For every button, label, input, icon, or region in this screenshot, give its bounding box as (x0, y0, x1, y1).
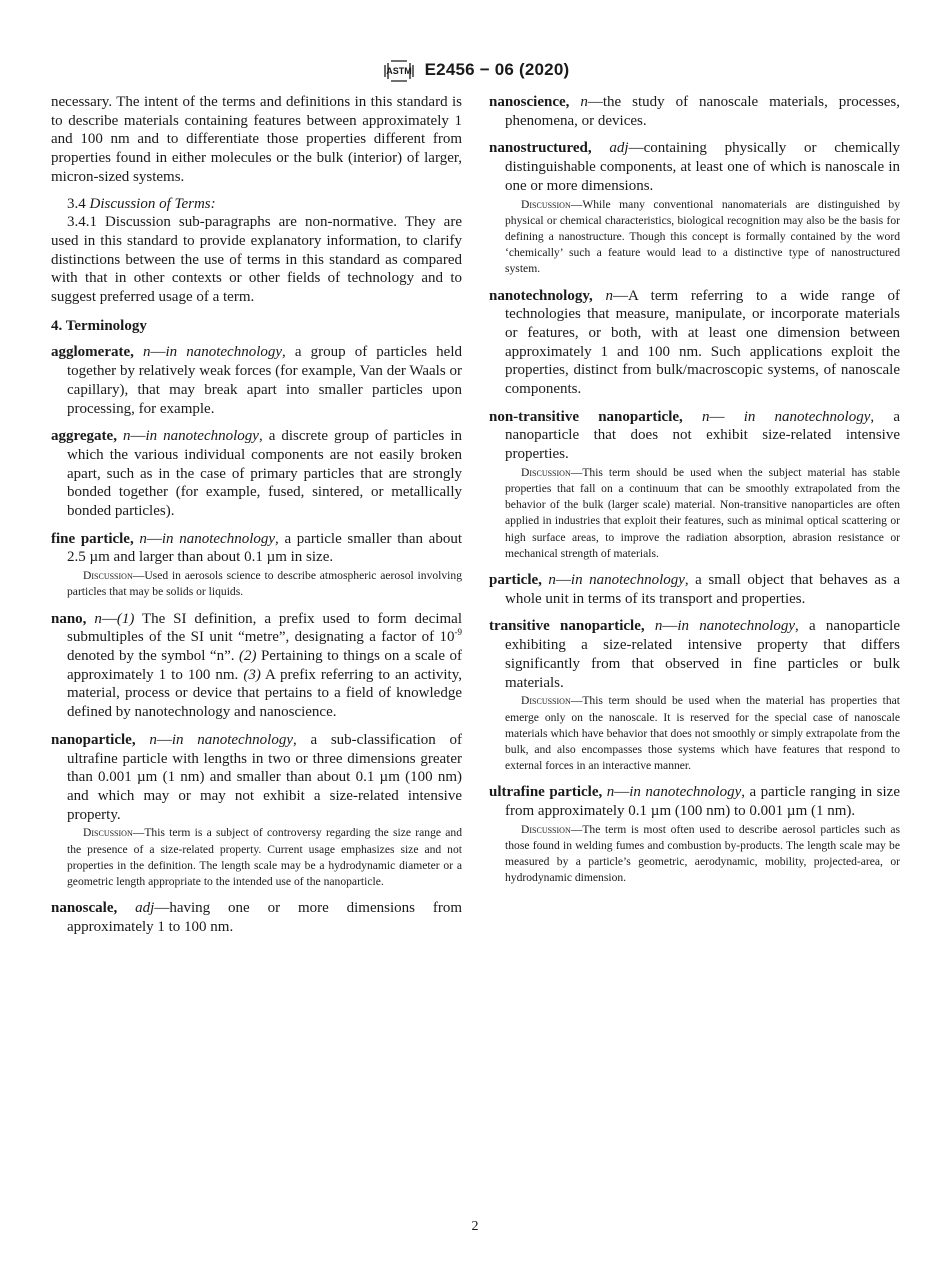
sense-3-text: A prefix referring to an activity, material, process or device that pertains to a field of knowledge defined by nanotechnology and nanoscience. (67, 666, 462, 721)
sense-1-text-cont: denoted by the symbol “n”. (67, 647, 239, 664)
discussion-text: —The term is most often used to describe aerosol particles such as those found in welding fumes and combustion by-products. The length scale may be measured by a particle’s geometric, aerodynamic, mobility, projected-area, or hydrodynamic dimension. (505, 822, 900, 885)
term: nanostructured, (489, 140, 592, 157)
context: in nanotechnology (677, 618, 796, 635)
dash: — (101, 610, 117, 627)
dash: — (150, 344, 166, 361)
dash: — (146, 530, 162, 547)
intro-paragraph: necessary. The intent of the terms and definitions in this standard is to describe materials containing features between approximately 1 and 100 nm and to differentiate those properties different from properties found in either molecules or the bulk (interior) of larger, micron-sized systems. (51, 94, 462, 185)
discussion-label: Discussion (521, 197, 571, 211)
section-3-4-1: 3.4.1 Discussion sub-paragraphs are non-normative. They are used in this standard to provide explanatory information, to clarify distinctions between the use of terms in this standard as compared with that in other contexts or other fields of technology and to suggest preferred usage of a term. (51, 214, 462, 306)
part-of-speech: n (94, 610, 102, 627)
definition: , a sub-classification of ultrafine particle with lengths in two or three dimensions greater than 0.001 µm (1 nm) and smaller than about 0.1 µm (100 nm) and which may or may not exhibit a size-related intensive property. (67, 731, 463, 823)
right-column (489, 93, 900, 896)
sense-2-marker: (2) (238, 647, 257, 664)
discussion-note (489, 465, 900, 562)
definition: , a nanoparticle exhibiting a size-related intensive property that differs significantly from that observed in fine particles or bulk materials. (505, 618, 901, 691)
term: non-transitive nanoparticle, (489, 408, 683, 425)
part-of-speech: n (142, 344, 151, 361)
terminology-heading: 4. Terminology (51, 317, 147, 334)
entry-transitive-nanoparticle (489, 617, 900, 774)
page-header (0, 55, 950, 85)
entry-aggregate (51, 427, 462, 521)
discussion-text: —This term should be used when the material has properties that emerge only on the nanoscale. It is reserved for the special case of nanoscale materials which have behavior that does not smoothly or simply extrapolate from the bulk, and also encompasses those systems which have features that respond to external forces in an interactive manner. (505, 694, 900, 773)
dash: — (555, 572, 571, 589)
part-of-speech: n (149, 731, 157, 748)
context: in nanotechnology (161, 530, 276, 547)
entry-agglomerate (51, 343, 462, 418)
part-of-speech: n (139, 530, 147, 547)
term: fine particle, (51, 530, 134, 547)
entry-nanoparticle (51, 731, 462, 890)
definition: , a nanoparticle that does not exhibit size-related intensive properties. (505, 408, 900, 463)
entry-fine-particle (51, 530, 462, 601)
entry-nanostructured (489, 139, 900, 277)
entry-nanotechnology (489, 287, 900, 399)
discussion-note (489, 693, 900, 774)
definition: , a particle ranging in size from approximately 0.1 µm (100 nm) to 0.001 µm (1 nm). (505, 784, 900, 820)
discussion-note (489, 197, 900, 278)
term: nanoparticle, (51, 731, 136, 748)
part-of-speech: n (580, 94, 588, 110)
exponent: -9 (454, 627, 462, 638)
term: nanoscience, (489, 94, 570, 110)
discussion-label: Discussion (83, 569, 133, 583)
dash: — (709, 408, 744, 425)
part-of-speech: n (654, 618, 663, 635)
part-of-speech: adj (135, 900, 155, 917)
section-3-4 (51, 195, 462, 214)
definition: —the study of nanoscale materials, processes, phenomena, or devices. (505, 94, 901, 129)
discussion-text: —While many conventional nanomaterials are distinguished by physical or chemical characteristics, biological recognition may also be the basis for defining a nanostructure. Though this concept is formally contained by the word ‘chemically’ such a feature would lead to a distinctive type of nanostructured system. (505, 197, 900, 276)
page-number: 2 (471, 1219, 479, 1234)
definition: , a group of particles held together by relatively weak forces (for example, Van der Waals or capillary), that may break apart into smaller particles upon processing, for example. (67, 344, 463, 417)
dash: — (614, 784, 630, 801)
term: nanoscale, (51, 900, 118, 917)
context: in nanotechnology (743, 408, 871, 425)
context: in nanotechnology (165, 344, 283, 361)
part-of-speech: n (606, 784, 615, 801)
term: agglomerate, (51, 344, 134, 361)
entry-nano (51, 610, 462, 722)
discussion-label: Discussion (521, 694, 571, 708)
entry-ultrafine-particle (489, 783, 900, 886)
sense-1-marker: (1) (116, 610, 135, 627)
definition: , a particle smaller than about 2.5 µm and larger than about 0.1 µm in size. (67, 530, 463, 566)
term: nanotechnology, (489, 287, 593, 304)
discussion-label: Discussion (521, 465, 571, 479)
entry-particle (489, 571, 900, 608)
sense-2-text: Pertaining to things on a scale of approximately 1 to 100 nm. (67, 647, 462, 683)
definition: —having one or more dimensions from approximately 1 to 100 nm. (67, 900, 463, 935)
definition: —containing physically or chemically distinguishable components, at least one of which is nanoscale in one or more dimensions. (505, 140, 900, 194)
context: in nanotechnology (570, 572, 685, 589)
part-of-speech: adj (609, 140, 629, 157)
part-of-speech: n (701, 408, 710, 425)
part-of-speech: n (605, 287, 613, 304)
discussion-text: —Used in aerosols science to describe atmospheric aerosol involving particles that may be solids or liquids. (67, 569, 462, 599)
sense-1-text: The SI definition, a prefix used to form decimal submultiples of the SI unit “metre”, designating a factor of 10 (67, 610, 463, 646)
discussion-text: —This term is a subject of controversy regarding the size range and the presence of a size-related property. Current usage emphasizes size and not properties in the definition. The length scale may be a hydrodynamic diameter or a geometric length appropriate to the intended use of the nanoparticle. (67, 826, 462, 888)
context: in nanotechnology (171, 731, 293, 748)
standard-number: E2456 − 06 (2020) (424, 60, 570, 79)
part-of-speech: n (548, 572, 556, 589)
left-column (51, 93, 462, 946)
term: particle, (489, 572, 542, 589)
definition: , a small object that behaves as a whole unit in terms of its transport and properties. (505, 572, 901, 607)
dash: — (662, 618, 678, 635)
sense-3-marker: (3) (243, 666, 261, 683)
section-3-4-number: 3.4 (67, 195, 86, 212)
entry-non-transitive-nanoparticle (489, 408, 900, 562)
discussion-label: Discussion (83, 826, 133, 840)
astm-logo-icon (381, 55, 417, 85)
context: in nanotechnology (145, 428, 259, 445)
dash: — (156, 731, 172, 748)
term: transitive nanoparticle, (489, 618, 645, 635)
dash: — (130, 428, 146, 445)
context: in nanotechnology (629, 784, 742, 801)
part-of-speech: n (122, 428, 131, 445)
entry-nanoscience (489, 93, 900, 130)
definition: —A term referring to a wide range of technologies that measure, manipulate, or incorporate materials or features, or both, with at least one dimension between approximately 1 and 100 nm. Such applications exploit the properties, distinct from bulk/macroscopic systems, of nanoscale components. (505, 287, 900, 398)
discussion-label: Discussion (521, 822, 571, 836)
section-3-4-title: Discussion of Terms: (89, 195, 216, 212)
discussion-note (51, 825, 462, 890)
definition: , a discrete group of particles in which the various individual components are not easily broken apart, such as in the case of primary particles that are strongly bonded together (for example, fused, sintered, or metallically bonded particles). (67, 428, 463, 520)
term: nano, (51, 610, 87, 627)
svg-text:ASTM: ASTM (385, 66, 412, 76)
entry-nanoscale (51, 899, 462, 936)
discussion-note (489, 822, 900, 887)
discussion-text: —This term should be used when the subject material has stable properties that fall on a continuum that can be smoothly extrapolated from the behavior of the bulk (larger scale) material. Non-transitive nanoparticles are often applied in industries that exploit their features, such as minimal optical scattering or high surface areas, to improve the radiation absorption, abrasion resistance or mechanical strength of materials. (505, 465, 900, 560)
discussion-note (51, 568, 462, 600)
term: aggregate, (51, 428, 117, 445)
term: ultrafine particle, (489, 784, 603, 801)
